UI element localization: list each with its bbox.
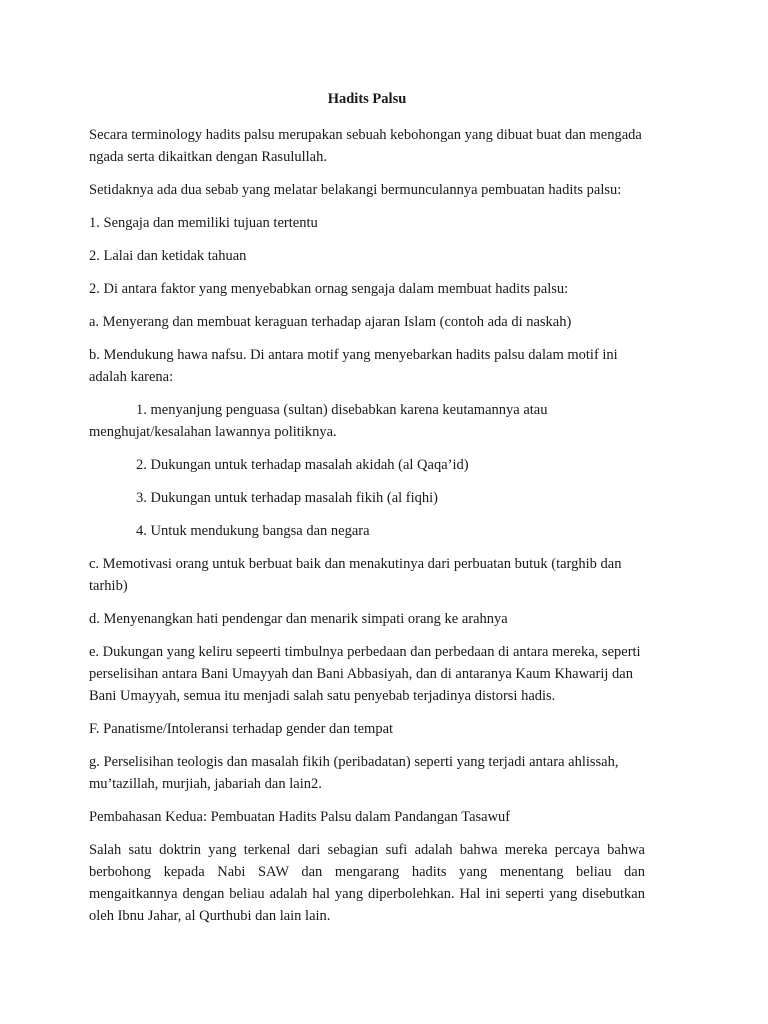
causes-intro-paragraph: Setidaknya ada dua sebab yang melatar belakangi bermunculannya pembuatan hadits palsu:: [89, 182, 622, 198]
cause-item-2: 2. Lalai dan ketidak tahuan: [89, 248, 247, 264]
intro-paragraph: Secara terminology hadits palsu merupakan sebuah kebohongan yang dibuat buat dan mengada ngada serta dikaitkan dengan Rasulullah.: [89, 127, 642, 165]
factor-item-d: d. Menyenangkan hati pendengar dan menarik simpati orang ke arahnya: [89, 611, 508, 627]
factor-item-c: c. Memotivasi orang untuk berbuat baik dan menakutinya dari perbuatan butuk (targhib dan tarhib): [89, 556, 622, 594]
motive-item-3: 3. Dukungan untuk terhadap masalah fikih (al fiqhi): [136, 490, 439, 506]
motive-item-1: 1. menyanjung penguasa (sultan) disebabkan karena keutamannya atau menghujat/kesalahan lawannya politiknya.: [89, 402, 548, 440]
section-2-body: Salah satu doktrin yang terkenal dari sebagian sufi adalah bahwa mereka percaya bahwa berbohong kepada Nabi SAW dan mengarang hadits yang menentang beliau dan mengaitkannya dengan beliau adalah hal yang diperbolehkan. Hal ini seperti yang disebutkan oleh Ibnu Jahar, al Qurthubi dan lain lain.: [89, 842, 645, 924]
section-2-heading: Pembahasan Kedua: Pembuatan Hadits Palsu dalam Pandangan Tasawuf: [89, 809, 511, 825]
motive-item-2: 2. Dukungan untuk terhadap masalah akidah (al Qaqa’id): [136, 457, 469, 473]
factor-item-e: e. Dukungan yang keliru sepeerti timbulnya perbedaan dan perbedaan di antara mereka, seperti perselisihan antara Bani Umayyah dan Bani Abbasiyah, dan di antaranya Kaum Khawarij dan Bani Umayyah, semua itu menjadi salah satu penyebab terjadinya distorsi hadis.: [89, 644, 641, 704]
document-title: Hadits Palsu: [327, 91, 407, 107]
factor-item-a: a. Menyerang dan membuat keraguan terhadap ajaran Islam (contoh ada di naskah): [89, 314, 572, 330]
factor-item-f: F. Panatisme/Intoleransi terhadap gender dan tempat: [89, 721, 394, 737]
document-body: [89, 88, 645, 938]
factor-item-g: g. Perselisihan teologis dan masalah fikih (peribadatan) seperti yang terjadi antara ahlissah, mu’tazillah, murjiah, jabariah dan lain2.: [89, 754, 619, 792]
motive-item-4: 4. Untuk mendukung bangsa dan negara: [136, 523, 370, 539]
factors-intro-paragraph: 2. Di antara faktor yang menyebabkan ornag sengaja dalam membuat hadits palsu:: [89, 281, 569, 297]
factor-item-b: b. Mendukung hawa nafsu. Di antara motif yang menyebarkan hadits palsu dalam motif ini adalah karena:: [89, 347, 618, 385]
cause-item-1: 1. Sengaja dan memiliki tujuan tertentu: [89, 215, 318, 231]
